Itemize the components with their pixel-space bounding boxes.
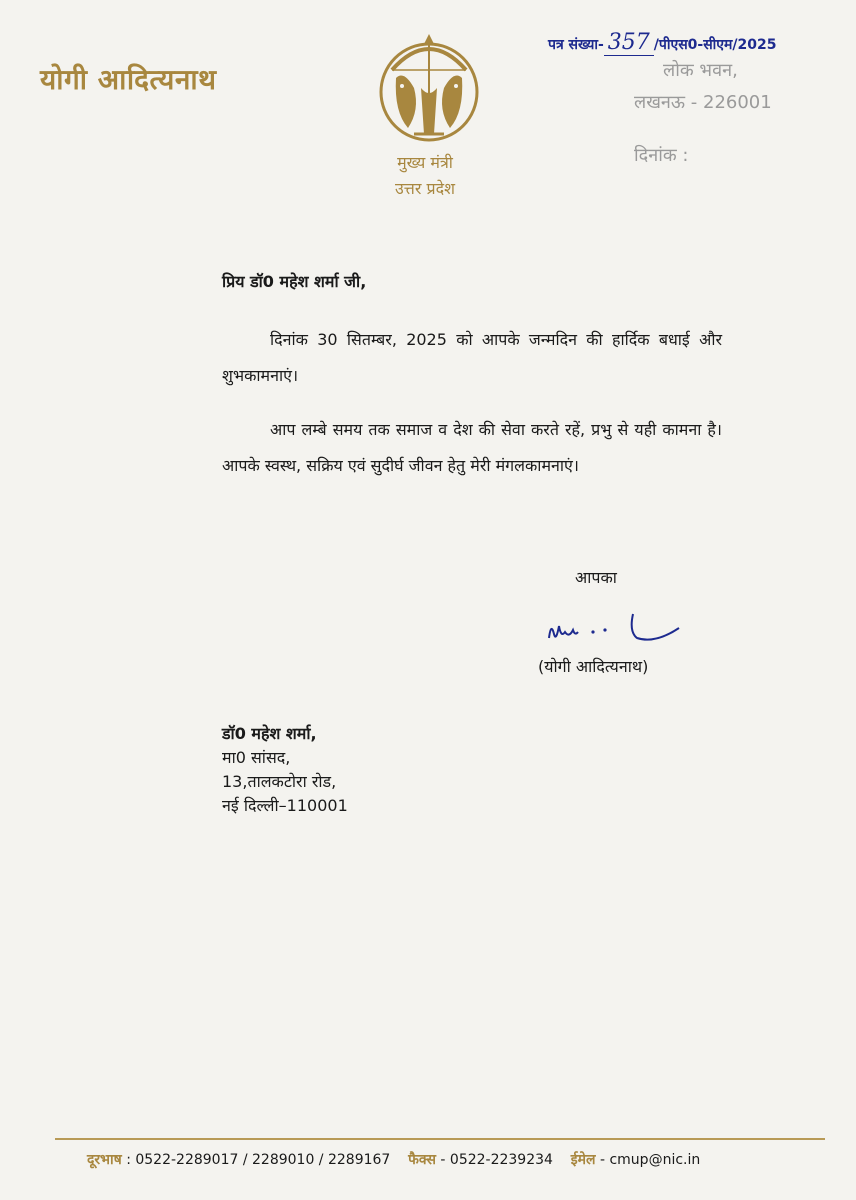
closing: आपका	[575, 568, 617, 587]
recipient-line3: नई दिल्ली–110001	[222, 796, 348, 815]
office-title	[355, 150, 495, 202]
date-label: दिनांक :	[634, 145, 689, 166]
letter-reference	[548, 30, 777, 55]
paragraph-2-text: आप लम्बे समय तक समाज व देश की सेवा करते रहें, प्रभु से यही कामना है। आपके स्वस्थ, सक्रिय एवं सुदीर्घ जीवन हेतु मेरी मंगलकामनाएं।	[222, 420, 722, 475]
email-label: ईमेल	[570, 1152, 596, 1168]
office-line1: मुख्य मंत्री	[397, 153, 453, 172]
email-address: - cmup@nic.in	[599, 1152, 701, 1168]
paragraph-1-text: दिनांक 30 सितम्बर, 2025 को आपके जन्मदिन की हार्दिक बधाई और शुभकामनाएं।	[222, 330, 722, 385]
recipient-address	[222, 722, 348, 818]
phone-numbers: : 0522-2289017 / 2289010 / 2289167	[126, 1152, 391, 1168]
office-line2: उत्तर प्रदेश	[395, 179, 455, 198]
paragraph-2	[222, 412, 722, 484]
reference-suffix: /पीएस0-सीएम/2025	[653, 37, 777, 53]
reference-prefix: पत्र संख्या-	[548, 37, 604, 53]
phone-label: दूरभाष	[87, 1152, 122, 1168]
fax-number: - 0522-2239234	[440, 1152, 553, 1168]
address-line2: लखनऊ - 226001	[634, 92, 772, 113]
salutation: प्रिय डॉ0 महेश शर्मा जी,	[222, 272, 367, 291]
paragraph-1	[222, 322, 722, 394]
recipient-name: डॉ0 महेश शर्मा,	[222, 724, 317, 743]
footer-contact	[87, 1150, 700, 1169]
recipient-line1: मा0 सांसद,	[222, 748, 291, 767]
reference-number: 357	[604, 30, 654, 56]
uttar-pradesh-emblem-icon	[374, 30, 484, 150]
signature	[545, 608, 685, 648]
fax-label: फैक्स	[408, 1152, 436, 1168]
footer-divider	[55, 1138, 825, 1140]
recipient-line2: 13,तालकटोरा रोड,	[222, 772, 337, 791]
address-line1: लोक भवन,	[663, 60, 738, 81]
letterhead-name: योगी आदित्यनाथ	[40, 63, 217, 96]
signer-name: (योगी आदित्यनाथ)	[538, 657, 649, 676]
